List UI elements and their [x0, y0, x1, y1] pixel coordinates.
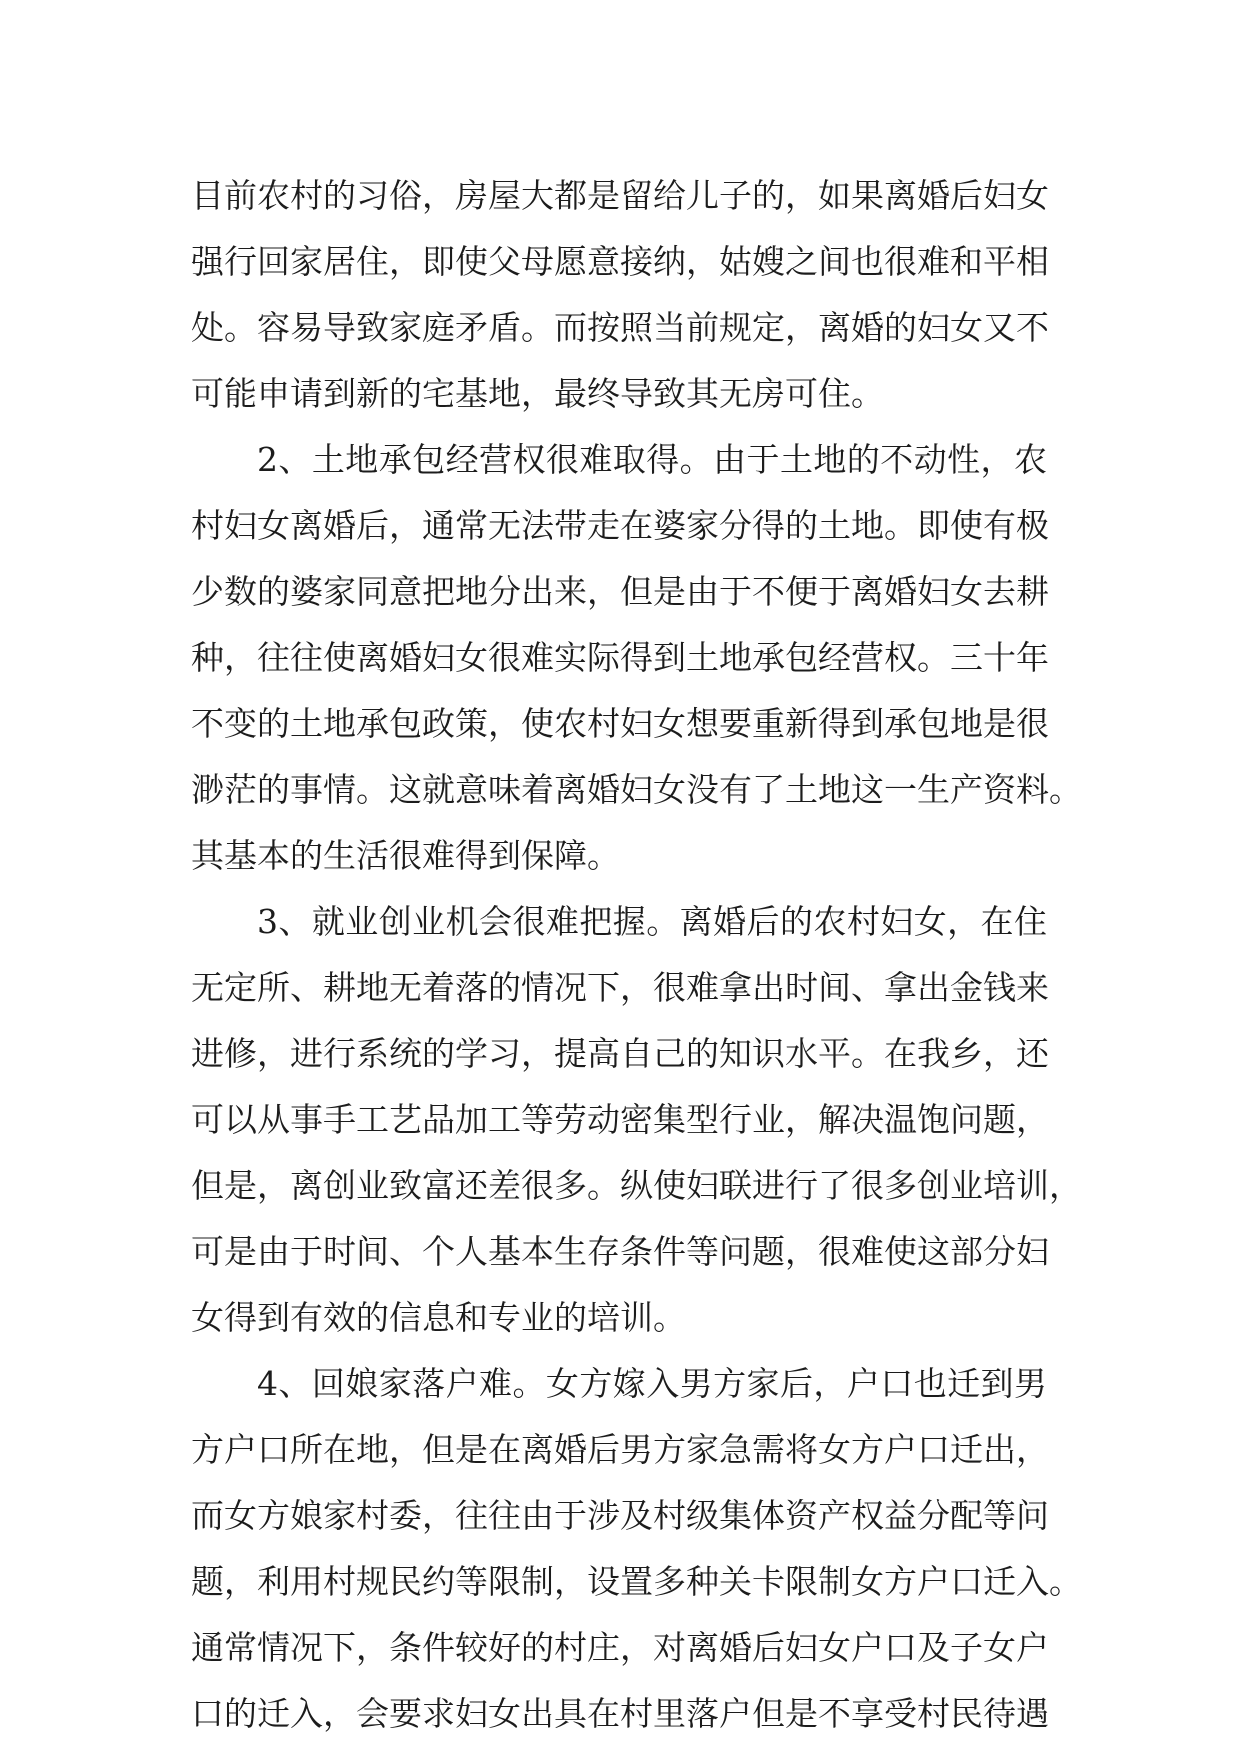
text-line: 目前农村的习俗，房屋大都是留给儿子的，如果离婚后妇女	[191, 176, 1049, 215]
text-line: 但是，离创业致富还差很多。纵使妇联进行了很多创业培训，	[191, 1166, 1082, 1205]
text-line: 无定所、耕地无着落的情况下，很难拿出时间、拿出金钱来	[191, 968, 1049, 1007]
text-line: 女得到有效的信息和专业的培训。	[191, 1298, 686, 1337]
paragraph-4-start: 4、回娘家落户难。女方嫁入男方家后，户口也迁到男	[257, 1364, 1047, 1403]
text-line: 强行回家居住，即使父母愿意接纳，姑嫂之间也很难和平相	[191, 242, 1049, 281]
text-line: 口的迁入，会要求妇女出具在村里落户但是不享受村民待遇	[191, 1694, 1049, 1733]
text-line: 处。容易导致家庭矛盾。而按照当前规定，离婚的妇女又不	[191, 308, 1049, 347]
text-line: 方户口所在地，但是在离婚后男方家急需将女方户口迁出，	[191, 1430, 1049, 1469]
text-line: 而女方娘家村委，往往由于涉及村级集体资产权益分配等问	[191, 1496, 1049, 1535]
paragraph-3-start: 3、就业创业机会很难把握。离婚后的农村妇女，在住	[257, 902, 1047, 941]
text-line: 村妇女离婚后，通常无法带走在婆家分得的土地。即使有极	[191, 506, 1049, 545]
text-line: 渺茫的事情。这就意味着离婚妇女没有了土地这一生产资料。	[191, 770, 1082, 809]
text-line: 少数的婆家同意把地分出来，但是由于不便于离婚妇女去耕	[191, 572, 1049, 611]
text-line: 可能申请到新的宅基地，最终导致其无房可住。	[191, 374, 884, 413]
text-line: 可是由于时间、个人基本生存条件等问题，很难使这部分妇	[191, 1232, 1049, 1271]
body-text	[191, 163, 1082, 1747]
text-line: 进修，进行系统的学习，提高自己的知识水平。在我乡，还	[191, 1034, 1049, 1073]
text-line: 可以从事手工艺品加工等劳动密集型行业，解决温饱问题，	[191, 1100, 1049, 1139]
text-line: 其基本的生活很难得到保障。	[191, 836, 620, 875]
text-line: 题，利用村规民约等限制，设置多种关卡限制女方户口迁入。	[191, 1562, 1082, 1601]
paragraph-2-start: 2、土地承包经营权很难取得。由于土地的不动性，农	[257, 440, 1047, 479]
text-line: 通常情况下，条件较好的村庄，对离婚后妇女户口及子女户	[191, 1628, 1049, 1667]
text-line: 不变的土地承包政策，使农村妇女想要重新得到承包地是很	[191, 704, 1049, 743]
text-line: 种，往往使离婚妇女很难实际得到土地承包经营权。三十年	[191, 638, 1049, 677]
